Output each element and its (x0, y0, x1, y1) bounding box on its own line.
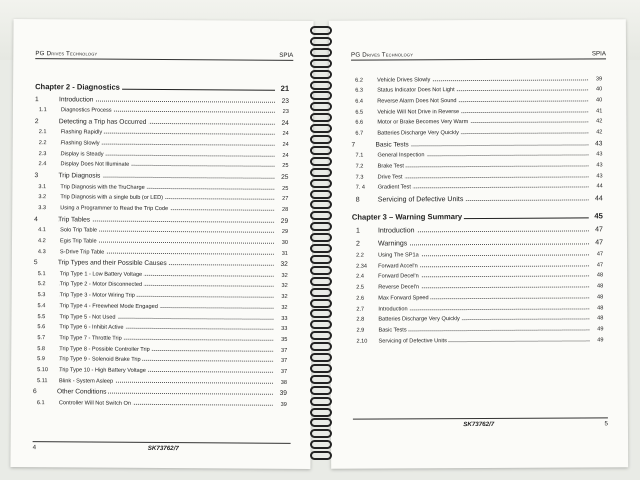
entry-page: 41 (596, 108, 603, 115)
entry-number: 5.6 (37, 324, 46, 331)
spiral-coil (308, 340, 334, 349)
entry-title: Other Conditions (56, 388, 107, 396)
entry-number: 2.1 (38, 129, 47, 136)
entry-title: Trip Type 9 - Solenoid Brake Trip (59, 356, 141, 364)
entry-number: 5 (33, 259, 38, 267)
entry-number: 7 (351, 141, 356, 149)
spiral-coil (308, 209, 334, 218)
entry-title: Trip Type 4 - Freewheel Mode Engaged (59, 303, 158, 310)
spiral-coil (308, 416, 334, 425)
entry-title: Vehicle Will Not Drive in Reverse (377, 108, 460, 116)
model-name: SPIA (591, 50, 607, 58)
entry-title: Basic Tests (378, 327, 407, 334)
toc-entry (34, 211, 288, 224)
entry-title: Drive Test (377, 174, 403, 181)
entry-page: 48 (596, 272, 604, 279)
entry-page: 33 (281, 326, 288, 333)
entry-page: 29 (281, 229, 289, 236)
entry-number: 2.5 (356, 284, 365, 291)
entry-number: 5.8 (37, 345, 46, 352)
entry-page: 23 (282, 109, 289, 116)
entry-title: S-Drive Trip Table (59, 248, 105, 256)
entry-page: 33 (281, 315, 288, 322)
spiral-coil (308, 297, 334, 306)
brand-name: PG Drives Technology (35, 50, 98, 58)
entry-page: 40 (595, 86, 603, 93)
entry-number: 3 (34, 172, 39, 180)
page-footer (33, 441, 291, 453)
table-of-contents (351, 71, 603, 344)
toc-chapter-entry (35, 77, 289, 93)
entry-title: Status Indicator Does Not Light (377, 87, 455, 94)
entry-number: 5.4 (37, 302, 46, 309)
entry-title: Batteries Discharge Very Quickly (377, 130, 459, 137)
entry-title: Flashing Rapidly (60, 129, 103, 136)
entry-page: 48 (597, 294, 604, 301)
entry-number: 1 (355, 227, 360, 236)
spiral-coil (308, 111, 334, 120)
entry-title: Forward Accel'n (378, 263, 418, 270)
entry-number: 2.4 (38, 161, 47, 168)
entry-title: Detecting a Trip has Occurred (58, 117, 147, 126)
spiral-coil (308, 198, 334, 207)
entry-title: Vehicle Drives Slowly (377, 76, 431, 84)
spiral-coil (308, 177, 334, 186)
entry-number: 6.4 (355, 98, 364, 105)
entry-title: Introduction (378, 305, 408, 313)
entry-number: 4.2 (37, 238, 46, 245)
entry-number: 3.1 (38, 183, 47, 190)
entry-page: 30 (281, 239, 289, 246)
entry-number: 3.3 (38, 205, 47, 212)
entry-page: 24 (282, 152, 289, 159)
entry-title: Introduction (377, 227, 415, 235)
toc-entry (34, 255, 288, 268)
spiral-coil (308, 231, 334, 240)
entry-title: Motor or Brake Becomes Very Warm (377, 119, 469, 126)
entry-page: 24 (282, 131, 289, 138)
entry-page: 48 (596, 283, 604, 290)
entry-number: 5.2 (37, 281, 46, 288)
toc-entry (34, 200, 288, 212)
spiral-coil (308, 384, 334, 393)
entry-title: Controller Will Not Switch On (58, 400, 132, 407)
entry-page: 40 (595, 97, 603, 104)
entry-page: 37 (281, 347, 288, 354)
spiral-coil (308, 427, 334, 436)
entry-page: 47 (595, 226, 603, 234)
entry-page: 44 (596, 183, 603, 190)
entry-title: General Inspection (377, 152, 425, 159)
spiral-coil (308, 46, 334, 55)
spiral-coil (308, 133, 334, 142)
entry-page: 44 (594, 195, 603, 203)
entry-page: 42 (596, 118, 603, 125)
spiral-coil (308, 122, 334, 131)
entry-title: Flashing Slowly (60, 140, 100, 147)
entry-title: Chapter 3 – Warning Summary (351, 212, 463, 223)
entry-number: 5.10 (37, 367, 49, 374)
toc-entry (352, 221, 603, 235)
entry-title: Servicing of Defective Units (377, 196, 464, 204)
entry-page: 43 (596, 162, 603, 169)
entry-number: 7.1 (355, 152, 364, 159)
entry-page: 37 (280, 368, 288, 375)
entry-page: 47 (596, 262, 604, 269)
spiral-coil (308, 275, 334, 284)
entry-number: 6.7 (355, 130, 364, 137)
spiral-coil (308, 242, 334, 251)
entry-page: 25 (281, 173, 289, 181)
entry-page: 37 (280, 358, 288, 365)
entry-number: 2.8 (356, 316, 365, 323)
entry-number: 6.5 (355, 109, 364, 116)
table-of-contents (33, 77, 289, 408)
entry-page: 39 (280, 401, 287, 408)
spiral-coil (308, 166, 334, 175)
entry-page: 32 (281, 293, 288, 301)
entry-page: 25 (282, 163, 289, 170)
entry-page: 49 (597, 336, 604, 343)
entry-page: 32 (281, 283, 288, 290)
spiral-coil (308, 438, 334, 447)
entry-title: Trip Diagnosis (58, 172, 101, 180)
entry-title: Trip Type 1 - Low Battery Voltage (59, 271, 143, 278)
toc-entry (35, 113, 289, 126)
entry-number: 7. 4 (355, 184, 366, 192)
toc-entry (35, 91, 289, 104)
entry-page: 43 (596, 151, 603, 158)
entry-title: Trip Type 7 - Throttle Trip (59, 335, 122, 342)
spiral-coil (308, 220, 334, 229)
entry-number: 2.34 (356, 263, 368, 270)
toc-chapter-entry (352, 207, 603, 222)
entry-title: Using The SP1a (378, 252, 419, 259)
entry-number: 5.9 (37, 356, 45, 363)
entry-page: 25 (282, 185, 289, 192)
entry-number: 4.1 (38, 227, 46, 234)
entry-page: 38 (280, 379, 288, 386)
toc-entry (352, 234, 603, 248)
entry-number: 2.2 (38, 140, 47, 147)
entry-title: Trip Type 6 - Inhibit Active (59, 324, 124, 331)
entry-number: 1.1 (38, 107, 47, 114)
spiral-coil (308, 144, 334, 153)
spiral-binding (308, 24, 334, 464)
entry-page: 49 (597, 326, 604, 333)
entry-number: 2 (355, 240, 360, 249)
entry-number: 2.2 (356, 252, 364, 259)
spiral-coil (308, 264, 334, 273)
entry-title: Trip Type 5 - Not Used (59, 313, 116, 321)
entry-page: 24 (282, 141, 289, 148)
entry-page: 43 (595, 139, 603, 148)
page-footer (353, 417, 608, 428)
entry-title: Introduction (58, 95, 94, 104)
spiral-coil (308, 57, 334, 66)
spiral-coil (308, 68, 334, 77)
entry-page: 27 (282, 196, 289, 203)
page-number: 5 (604, 420, 608, 428)
entry-page: 47 (595, 239, 604, 247)
entry-number: 2.4 (356, 274, 364, 281)
page-header (35, 45, 293, 61)
toc-entry (352, 332, 603, 344)
entry-title: Trip Type 2 - Motor Disconnected (59, 281, 143, 289)
entry-title: Warnings (377, 240, 408, 248)
spiral-coil (308, 24, 334, 33)
entry-page: 48 (597, 315, 604, 322)
spiral-coil (308, 155, 334, 164)
spiral-coil (308, 373, 334, 382)
toc-entry (33, 384, 287, 397)
page-header (351, 45, 606, 60)
spiral-coil (308, 253, 334, 262)
entry-title: Using a Programmer to Read the Trip Code (60, 205, 169, 213)
entry-number: 2.10 (356, 338, 368, 345)
entry-page: 23 (281, 97, 290, 105)
entry-number: 5.5 (37, 313, 46, 320)
entry-number: 3.2 (38, 194, 47, 201)
entry-number: 4 (34, 215, 38, 223)
entry-title: Trip Type 3 - Motor Wiring Trip (59, 292, 135, 299)
model-name: SPIA (279, 51, 294, 59)
entry-title: Servicing of Defective Units (378, 337, 447, 345)
toc-entry (33, 395, 287, 407)
entry-title: Diagnostics Process (60, 107, 112, 114)
entry-number: 2.3 (38, 150, 47, 157)
toc-entry (352, 190, 603, 204)
entry-page: 35 (281, 336, 288, 343)
page-number: 4 (32, 444, 37, 452)
entry-page: 29 (280, 217, 289, 225)
entry-number: 2 (34, 117, 39, 125)
entry-page: 39 (595, 76, 603, 83)
spiral-coil (308, 351, 334, 360)
entry-title: Trip Types and their Possible Causes (57, 259, 167, 268)
entry-title: Basic Tests (375, 140, 409, 149)
spiral-coil (308, 286, 334, 295)
entry-number: 2.7 (356, 306, 365, 313)
spiral-coil (308, 79, 334, 88)
entry-page: 32 (280, 260, 288, 268)
entry-number: 6.3 (355, 87, 363, 95)
entry-number: 2.6 (356, 295, 365, 302)
entry-number: 7.3 (355, 174, 364, 181)
entry-number: 6 (32, 388, 37, 396)
spiral-coil (308, 100, 334, 109)
toc-entry (34, 190, 288, 202)
entry-title: Trip Tables (58, 215, 91, 223)
entry-number: 7.2 (355, 163, 364, 170)
entry-page: 24 (281, 119, 289, 127)
entry-page: 45 (594, 211, 603, 221)
spiral-coil (308, 188, 334, 197)
entry-number: 6.1 (36, 399, 45, 406)
entry-page: 21 (280, 83, 290, 93)
entry-page: 47 (596, 251, 604, 258)
entry-page: 32 (281, 272, 288, 279)
entry-title: Gradient Test (377, 184, 411, 191)
entry-title: Max Forward Speed (378, 295, 429, 302)
entry-number: 5.11 (37, 377, 48, 384)
entry-title: Batteries Discharge Very Quickly (378, 316, 460, 323)
entry-number: 5.3 (37, 292, 46, 299)
spiral-coil (308, 35, 334, 44)
entry-title: Trip Diagnosis with a single bulb (or LED) (60, 194, 164, 202)
spiral-coil (308, 395, 334, 404)
entry-title: Blink - System Asleep (59, 377, 114, 385)
right-page (329, 19, 628, 469)
entry-title: Trip Diagnosis with the TruCharge (60, 183, 145, 191)
left-page (10, 19, 313, 469)
entry-title: Reverse Decel'n (378, 284, 420, 291)
spiral-coil (308, 449, 334, 458)
document-code: SK73762/7 (147, 444, 179, 453)
entry-page: 28 (281, 206, 289, 213)
entry-title: Display is Steady (60, 151, 104, 158)
entry-number: 4.3 (37, 248, 46, 255)
entry-title: Brake Test (377, 163, 404, 170)
spiral-coil (308, 307, 334, 316)
document-code: SK73762/7 (463, 420, 495, 429)
entry-number: 5.1 (37, 270, 46, 277)
entry-page: 39 (279, 389, 287, 398)
entry-title: Solo Trip Table (60, 227, 98, 234)
brand-name: PG Drives Technology (350, 51, 414, 59)
entry-number: 6.6 (355, 120, 364, 127)
entry-title: Display Does Not Illuminate (60, 161, 130, 169)
spiral-coil (308, 406, 334, 415)
entry-title: Egis Trip Table (59, 238, 97, 245)
spiral-coil (308, 89, 334, 98)
entry-page: 31 (281, 250, 288, 257)
entry-number: 5.7 (37, 335, 46, 342)
spiral-coil (308, 329, 334, 338)
entry-title: Forward Decel'n (378, 273, 419, 280)
entry-page: 32 (281, 304, 288, 311)
entry-page: 42 (596, 129, 603, 136)
entry-page: 48 (597, 304, 604, 311)
entry-title: Chapter 2 - Diagnostics (35, 82, 120, 92)
spiral-coil (308, 362, 334, 371)
spiral-coil (308, 318, 334, 327)
entry-number: 6.2 (355, 77, 363, 84)
entry-number: 1 (34, 95, 39, 103)
entry-page: 43 (596, 173, 603, 180)
toc-entry (34, 168, 288, 181)
entry-number: 8 (355, 196, 360, 205)
entry-title: Trip Type 8 - Possible Controller Trip (59, 345, 150, 353)
entry-number: 2.9 (356, 327, 365, 334)
entry-title: Trip Type 10 - High Battery Voltage (59, 367, 146, 374)
entry-title: Reverse Alarm Does Not Sound (377, 98, 457, 105)
